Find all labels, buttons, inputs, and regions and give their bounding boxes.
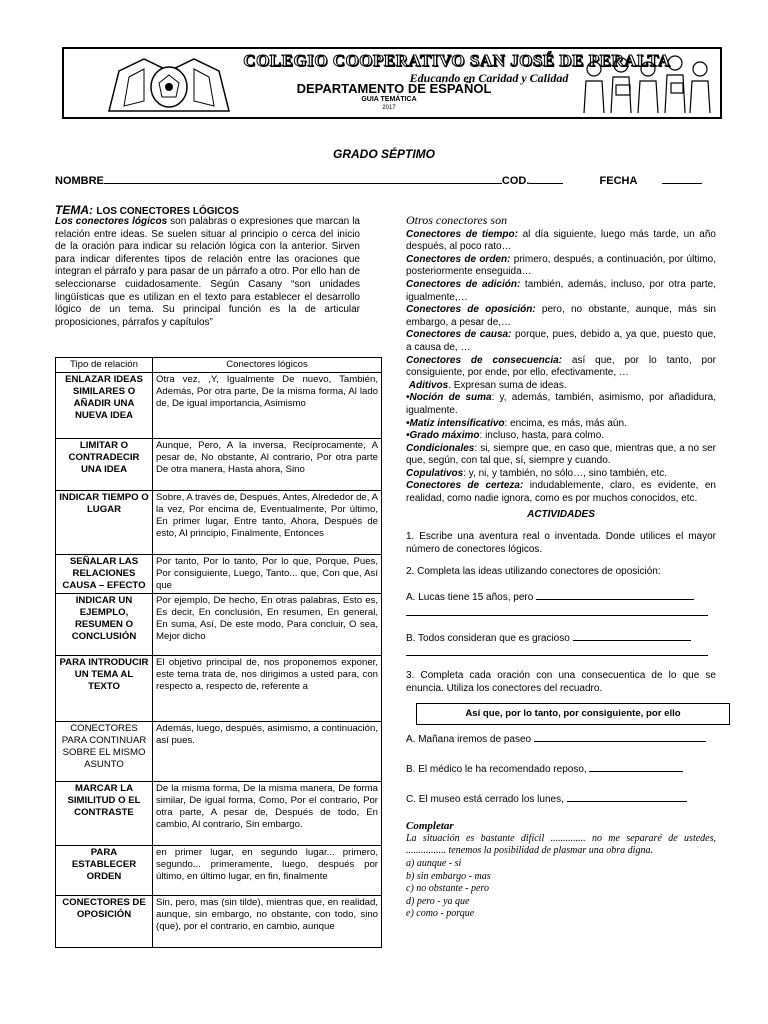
- table-header: Conectores lógicos: [153, 358, 382, 373]
- answer-2a-line-2[interactable]: [406, 607, 708, 616]
- table-row: [56, 782, 382, 846]
- intro-text: son palabras o expresiones que marcan la relación entre ideas. Se suelen situar al principio o cerca del inicio de la oración para indicar su relación lógica con la anterior. Sirven para indicar diferentes tipos de relación entre las oraciones que integran el párrafo y para pasar de un párrafo a otro. Por ello han de seleccionarse cuidadosamente. Según Casany “son unidades lingüísticas que es utilizan en el texto para establecer el desarrollo lógico de un tema. Su principal función es la de articular proposiciones, párrafos y capítulos”: [55, 216, 360, 328]
- connector-item: Copulativos: y, ni, y también, no sólo…, sino también, etc.: [406, 467, 668, 479]
- relation-type: CONECTORES DE OPOSICIÓN: [56, 896, 153, 948]
- connector-item: Conectores de orden: primero, después, a continuación, por último, posteriormente enseguida…: [406, 253, 716, 278]
- connectors-cell: en primer lugar, en segundo lugar... primero, segundo... primeramente, luego, después por último, en último lugar, en fin, finalmente: [153, 846, 382, 896]
- topic-label: TEMA:: [55, 203, 93, 217]
- table-row: [56, 555, 382, 594]
- connectors-cell: Otra vez, ,Y, Igualmente De nuevo, También, Además, Por otra parte, De la misma forma, Al lado de, De igual importancia, Asimismo: [153, 373, 382, 439]
- connector-item: Condicionales: si, siempre que, en caso que, mientras que, a no ser que, según, con tal que, sí, siempre y cuando.: [406, 442, 716, 467]
- answer-2b-line-2[interactable]: [406, 647, 708, 656]
- table-row: [56, 491, 382, 555]
- activity-2: 2. Completa las ideas utilizando conectores de oposición:: [406, 566, 661, 578]
- relation-type: PARA INTRODUCIR UN TEMA AL TEXTO: [56, 656, 153, 722]
- connector-item: Conectores de consecuencia: así que, por lo tanto, por consiguiente, por ende, por ello, efectivamente, …: [406, 354, 717, 379]
- fecha-label: FECHA: [599, 175, 637, 187]
- year-label: 2017: [382, 105, 396, 111]
- connector-item: Aditivos. Expresan suma de ideas.: [408, 379, 567, 391]
- option-item[interactable]: a) aunque - si: [406, 857, 462, 869]
- connector-item: Conectores de certeza: indudablemente, claro, es evidente, en realidad, como nadie ignora, como es por muchos conocidos, etc.: [406, 480, 716, 505]
- activity-1: 1. Escribe una aventura real o inventada. Donde utilices el mayor número de conectores lógicos.: [406, 531, 716, 555]
- activity-3a: A. Mañana iremos de paseo: [406, 731, 716, 747]
- connector-item: Conectores de adición: también, además, incluso, por otra parte, igualmente,…: [406, 278, 716, 303]
- table-row: [56, 896, 382, 948]
- connector-item: •Noción de suma: y, además, también, asimismo, por añadidura, igualmente.: [406, 392, 716, 416]
- table-row: [56, 439, 382, 491]
- school-name: COLEGIO COOPERATIVO SAN JOSÉ DE PERALTA: [243, 51, 671, 70]
- connector-item: •Matiz intensificativo: encima, es más, más aún.: [406, 417, 627, 429]
- school-motto: Educando en Caridad y Calidad: [409, 71, 569, 85]
- completar-section: [406, 820, 716, 921]
- connectors-cell: El objetivo principal de, nos proponemos exponer, este tema trata de, nos dirigimos a usted para, con respecto a, respecto de, referente a: [153, 656, 382, 722]
- table-row: [56, 722, 382, 782]
- cod-field[interactable]: [529, 174, 563, 184]
- nombre-field[interactable]: [104, 174, 502, 184]
- students-illustration-icon: [576, 51, 716, 115]
- student-info-line: [55, 174, 715, 187]
- connectors-cell: Por ejemplo, De hecho, En otras palabras, Esto es, Es decir, En conclusión, En resumen, En general, En suma, Así, De este modo, Para concluir, O sea, Mejor dicho: [153, 594, 382, 656]
- answer-2b-line[interactable]: [573, 630, 691, 641]
- relation-type: SEÑALAR LAS RELACIONES CAUSA – EFECTO: [56, 555, 153, 594]
- connectors-cell: Además, luego, después, asimismo, a continuación, así pues.: [153, 722, 382, 782]
- relation-type: MARCAR LA SIMILITUD O EL CONTRASTE: [56, 782, 153, 846]
- activity-3b: B. El médico le ha recomendado reposo,: [406, 761, 716, 777]
- header-banner: [62, 47, 722, 119]
- activity-2a: A. Lucas tiene 15 años, pero: [406, 589, 716, 605]
- completar-text: La situación es bastante difícil .............. no me separaré de ustedes, ................ tenemos la posibilidad de plasmar una obra digna.: [406, 832, 716, 857]
- connectors-cell: Por tanto, Por lo tanto, Por lo que, Porque, Pues, Por consiguiente, Luego, Tanto... que, Con que, Así que: [153, 555, 382, 594]
- department-name: DEPARTAMENTO DE ESPAÑOL: [296, 81, 492, 96]
- answer-3b-line[interactable]: [589, 761, 683, 772]
- cod-label: COD.: [501, 175, 530, 187]
- option-item[interactable]: e) como - porque: [406, 908, 475, 920]
- connector-item: Conectores de oposición: pero, no obstante, aunque, más sin embargo, a pesar de,…: [406, 304, 716, 328]
- table-header-row: [56, 358, 382, 373]
- relation-type: LIMITAR O CONTRADECIR UNA IDEA: [56, 439, 153, 491]
- table-row: [56, 846, 382, 896]
- otros-title: Otros conectores son: [406, 213, 508, 227]
- relation-type: INDICAR TIEMPO O LUGAR: [56, 491, 153, 555]
- option-item[interactable]: d) pero - ya que: [406, 895, 470, 907]
- activity-3c: C. El museo está cerrado los lunes,: [406, 791, 716, 807]
- connectors-cell: Sobre, A través de, Después, Antes, Alrededor de, A la vez, Por encima de, Eventualmente, Por último, En primer lugar, Entre tanto, Ahora, Después de esto, Al principio, Finalmente, Entonces: [153, 491, 382, 555]
- activities-title: ACTIVIDADES: [527, 508, 595, 520]
- connector-item: Conectores de causa: porque, pues, debido a, ya que, puesto que, a causa de, …: [406, 329, 716, 353]
- school-logo-icon: [104, 51, 234, 115]
- option-item[interactable]: c) no obstante - pero: [406, 883, 489, 895]
- answer-2a-line[interactable]: [536, 589, 694, 600]
- grade-title: GRADO SÉPTIMO: [332, 147, 435, 161]
- nombre-label: NOMBRE: [55, 175, 104, 187]
- table-row: [56, 594, 382, 656]
- topic-heading: [55, 203, 239, 217]
- connectors-cell: De la misma forma, De la misma manera, De forma similar, De igual forma, Como, Por el contrario, Por otra parte, A pesar de, Después de todo, En cambio, Al contrario, Sin embargo.: [153, 782, 382, 846]
- relation-type: PARA ESTABLECER ORDEN: [56, 846, 153, 896]
- intro-bold: Los conectores lógicos: [55, 216, 168, 227]
- activity-3: 3. Completa cada oración con una consecuentica de lo que se enuncia. Utiliza los conectores del recuadro.: [406, 670, 716, 694]
- relation-type: ENLAZAR IDEAS SIMILARES O AÑADIR UNA NUEVA IDEA: [56, 373, 153, 439]
- relation-type: CONECTORES PARA CONTINUAR SOBRE EL MISMO ASUNTO: [56, 722, 153, 782]
- right-column: [406, 214, 716, 921]
- fecha-field[interactable]: [662, 174, 702, 184]
- connectors-box: Así que, por lo tanto, por consiguiente, por ello: [416, 703, 730, 725]
- topic-title: LOS CONECTORES LÓGICOS: [96, 206, 239, 217]
- guide-label: GUIA TEMÁTICA: [361, 96, 417, 103]
- answer-3a-line[interactable]: [534, 731, 706, 742]
- connectors-cell: Aunque, Pero, A la inversa, Recíprocamente, A pesar de, No obstante, Al contrario, Por otra parte De otra manera, Hasta ahora, Sino: [153, 439, 382, 491]
- table-row: [56, 373, 382, 439]
- table-row: [56, 656, 382, 722]
- option-item[interactable]: b) sin embargo - mas: [406, 870, 491, 882]
- activity-2b: B. Todos consideran que es gracioso: [406, 630, 716, 646]
- connector-item: •Grado máximo: incluso, hasta, para colmo.: [406, 430, 605, 442]
- connectors-cell: Sin, pero, mas (sin tilde), mientras que, en realidad, aunque, sin embargo, no obstante, con todo, sino (que), por el contrario, en cambio, aunque: [153, 896, 382, 948]
- answer-3c-line[interactable]: [567, 791, 687, 802]
- intro-paragraph: [55, 216, 360, 329]
- completar-title: Completar: [406, 820, 454, 833]
- table-header: Tipo de relación: [56, 358, 153, 373]
- connectors-table: [55, 357, 382, 948]
- connector-item: Conectores de tiempo: al día siguiente, luego más tarde, un año después, al poco rato…: [406, 228, 716, 253]
- relation-type: INDICAR UN EJEMPLO, RESUMEN O CONCLUSIÓN: [56, 594, 153, 656]
